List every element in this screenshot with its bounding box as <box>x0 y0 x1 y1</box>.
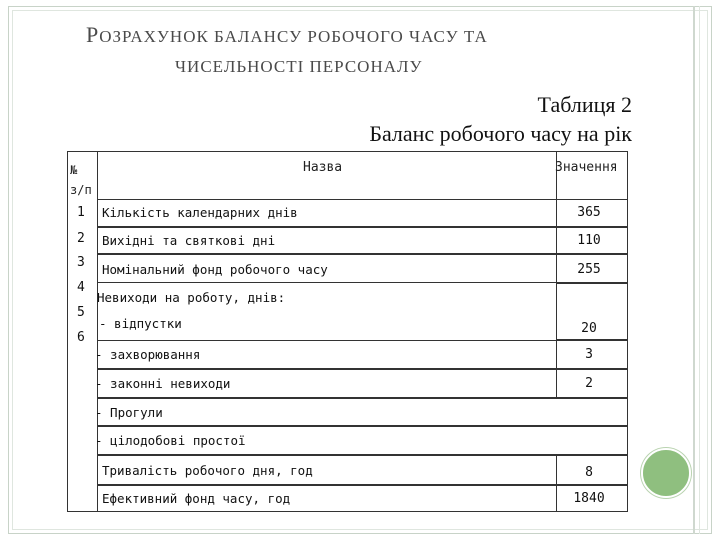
slide-title-line1: РОЗРАХУНОК БАЛАНСУ РОБОЧОГО ЧАСУ ТА <box>86 22 488 47</box>
row-number: 5 <box>77 305 85 320</box>
row-name: Вихідні та святкові дні <box>102 233 276 248</box>
row-name: Невиходи на роботу, днів: <box>97 290 286 305</box>
table-column-divider-val <box>556 151 557 203</box>
row-value: 1840 <box>573 491 605 506</box>
right-decor-rule <box>693 6 695 534</box>
value-divider <box>556 455 557 512</box>
right-decor-rule-thin <box>699 6 700 534</box>
slide-title-line2: ЧИСЕЛЬНОСТІ ПЕРСОНАЛУ <box>175 57 423 76</box>
table-row <box>97 398 628 426</box>
header-number: № з/п <box>70 163 92 197</box>
value-divider <box>556 199 557 283</box>
value-divider <box>556 340 557 398</box>
row-value: 255 <box>577 262 601 277</box>
table-caption-number: Таблиця 2 <box>537 92 632 117</box>
row-name: - законні невиходи <box>95 376 231 391</box>
table-caption-description: Баланс робочого часу на рік <box>369 121 632 146</box>
row-number: 2 <box>77 231 85 246</box>
row-number: 6 <box>77 330 85 345</box>
row-value: 8 <box>585 465 593 480</box>
row-name: Тривалість робочого дня, год <box>102 463 313 478</box>
row-number: 1 <box>77 205 85 220</box>
row-number: 4 <box>77 280 85 295</box>
row-name: - цілодобові простої <box>95 433 246 448</box>
row-name: Номінальний фонд робочого часу <box>102 262 328 277</box>
row-number: 3 <box>77 255 85 270</box>
row-name: - Прогули <box>95 405 163 420</box>
row-value: 3 <box>585 347 593 362</box>
row-name: Ефективний фонд часу, год <box>102 491 291 506</box>
header-value: Значення <box>555 160 618 175</box>
row-value: 110 <box>577 233 601 248</box>
decor-circle <box>641 448 691 498</box>
row-name: - захворювання <box>95 347 201 362</box>
row-value: 365 <box>577 205 601 220</box>
row-value: 2 <box>585 376 593 391</box>
row-value: 20 <box>581 321 597 336</box>
row-name: - відпустки <box>99 316 182 331</box>
header-name: Назва <box>303 160 343 175</box>
row-name: Кількість календарних днів <box>102 205 298 220</box>
